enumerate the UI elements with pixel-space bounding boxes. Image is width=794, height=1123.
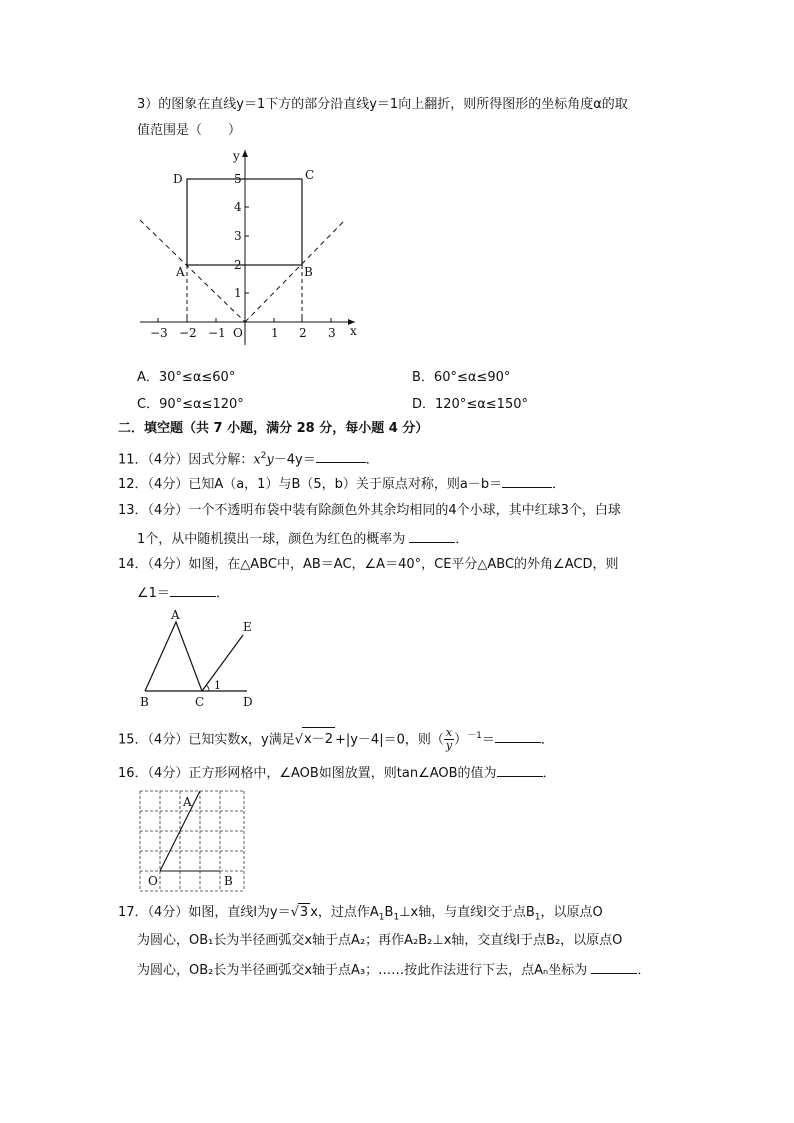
y-tick: 3 xyxy=(234,229,242,243)
q14-line2: ∠1＝ ． xyxy=(137,583,229,603)
answer-blank[interactable] xyxy=(497,763,543,777)
y-tick: 5 xyxy=(234,172,242,186)
option-a[interactable]: A．30°≤α≤60° xyxy=(137,370,236,385)
q10-line2: 值范围是（ ） xyxy=(137,123,242,138)
option-c[interactable]: C．90°≤α≤120° xyxy=(137,397,244,412)
point-a-label: A xyxy=(183,795,192,809)
y-axis-label: y xyxy=(233,149,240,163)
q17-line1: 17．（4分）如图，直线l为y＝√3 x，过点作$A_1B_1\perp x$轴，与直线l交于点$B_1$，以原点O xyxy=(118,905,603,923)
answer-blank[interactable] xyxy=(495,729,541,743)
x-tick: 2 xyxy=(299,326,307,340)
origin-label: O xyxy=(233,326,243,340)
q12: 12．（4分）已知A（a，1）与B（5，b）关于原点对称，则a－b＝ ． xyxy=(118,474,565,494)
q10-coordinate-figure xyxy=(135,145,365,345)
y-tick: 2 xyxy=(234,258,242,272)
x-tick: 1 xyxy=(271,326,279,340)
point-d-label: D xyxy=(243,695,253,709)
point-d-label: D xyxy=(173,172,183,186)
y-tick: 1 xyxy=(234,286,242,300)
x-tick: −1 xyxy=(208,326,226,340)
q11: 11．（4分）因式分解：$x^2y-4y=$ ． xyxy=(118,451,379,468)
answer-blank[interactable] xyxy=(170,583,216,597)
dashed-line-left xyxy=(140,220,245,322)
q13-line2: 1个，从中随机摸出一球，颜色为红色的概率为 ． xyxy=(137,529,468,549)
q16-grid-figure xyxy=(139,790,247,892)
q17-line2: 为圆心，OB₁长为半径画弧交x轴于点A₂；再作A₂B₂⊥x轴，交直线l于点B₂，以原点O xyxy=(137,933,623,948)
point-b-label: B xyxy=(140,695,149,709)
x-axis-label: x xyxy=(350,324,357,338)
point-a-label: A xyxy=(176,265,185,279)
ray-ce xyxy=(202,635,243,691)
answer-blank[interactable] xyxy=(316,449,366,463)
q15: 15．（4分）已知实数x，y满足√x－2 +|y－4|＝0，则（ $\frac{x}{y}$ ）$^{-1}$＝ ． xyxy=(118,726,554,753)
answer-blank[interactable] xyxy=(409,529,455,543)
angle-1-label: 1 xyxy=(214,679,221,692)
point-b-label: B xyxy=(224,874,233,888)
section-title: 二．填空题（共 7 小题，满分 28 分，每小题 4 分） xyxy=(118,421,429,436)
triangle-abc xyxy=(145,622,202,691)
q16: 16．（4分）正方形网格中，∠AOB如图放置，则tan∠AOB的值为 ． xyxy=(118,763,556,783)
x-tick: 3 xyxy=(328,326,336,340)
dashed-line-right xyxy=(245,220,345,322)
x-tick: −2 xyxy=(179,326,197,340)
answer-blank[interactable] xyxy=(591,960,637,974)
option-d[interactable]: D．120°≤α≤150° xyxy=(412,397,528,412)
option-b[interactable]: B．60°≤α≤90° xyxy=(412,370,511,385)
answer-blank[interactable] xyxy=(502,474,552,488)
point-o-label: O xyxy=(148,874,158,888)
point-c-label: C xyxy=(195,695,205,709)
q17-line3: 为圆心，OB₂长为半径画弧交x轴于点A₃；……按此作法进行下去，点Aₙ坐标为 ． xyxy=(137,960,650,980)
point-e-label: E xyxy=(243,620,252,634)
fraction-x-over-y: $\frac{x}{y}$ xyxy=(445,726,453,753)
point-b-label: B xyxy=(304,265,313,279)
q14-line1: 14．（4分）如图，在△ABC中，AB＝AC，∠A＝40°，CE平分△ABC的外角∠ACD，则 xyxy=(118,557,619,572)
point-a-label: A xyxy=(171,608,180,622)
y-tick: 4 xyxy=(234,200,242,214)
q10-line1: 3）的图象在直线y＝1下方的部分沿直线y＝1向上翻折，则所得图形的坐标角度α的取 xyxy=(137,97,628,112)
q13-line1: 13．（4分）一个不透明布袋中装有除颜色外其余均相同的4个小球，其中红球3个，白球 xyxy=(118,503,621,518)
q14-triangle-figure xyxy=(135,605,265,710)
x-tick: −3 xyxy=(150,326,168,340)
point-c-label: C xyxy=(305,168,315,182)
y-axis-arrow-icon xyxy=(242,150,248,157)
